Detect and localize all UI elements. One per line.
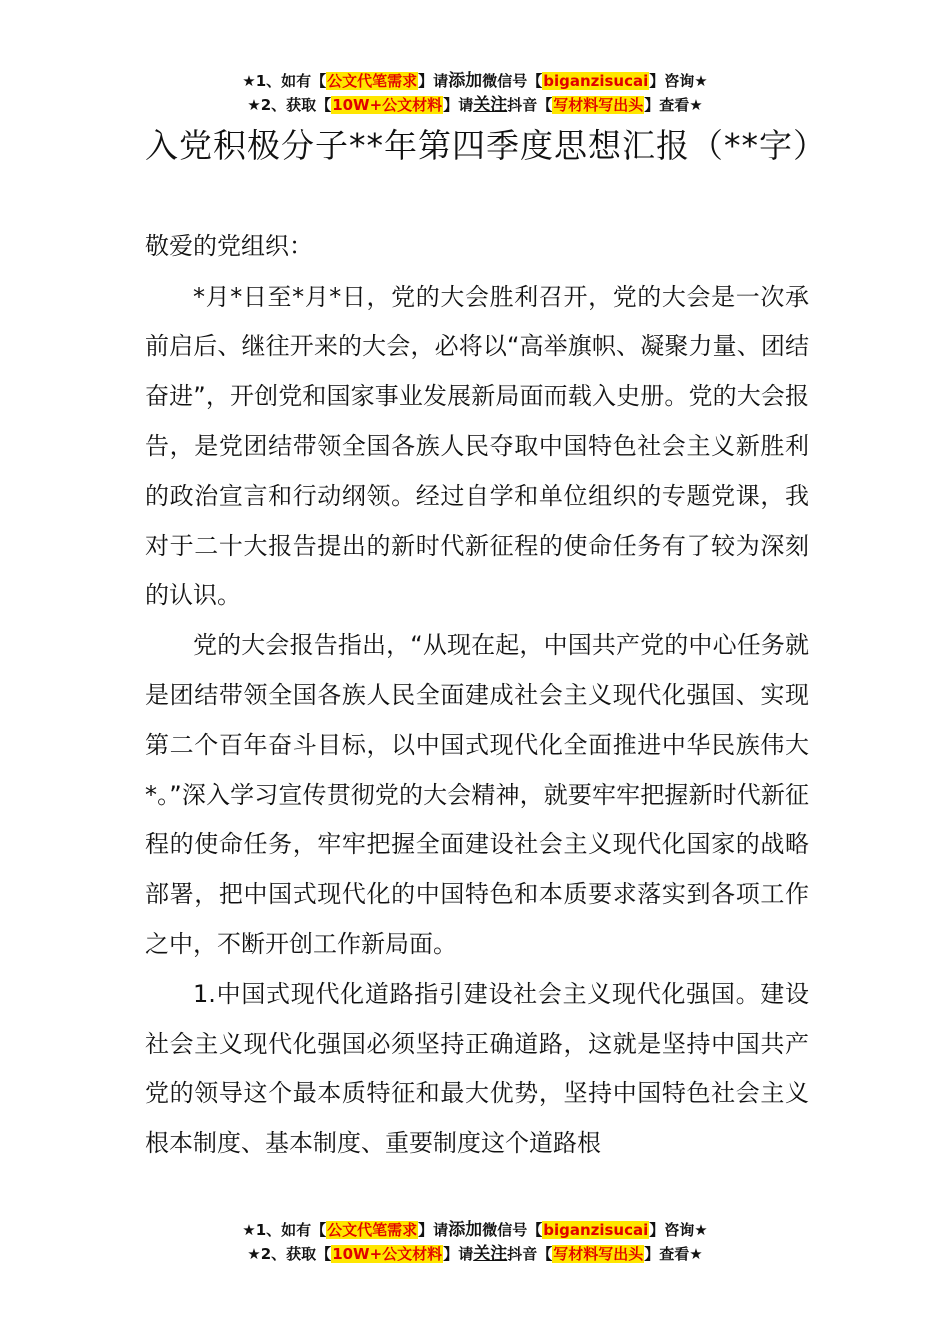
banner-text: 1、如有【 bbox=[255, 72, 327, 90]
highlight-materials: 10W+公文材料 bbox=[332, 96, 443, 114]
banner-emphasis: 添加 bbox=[448, 1220, 483, 1240]
banner-text: 】咨询 bbox=[649, 72, 695, 90]
banner-text: 微信号【 bbox=[482, 1221, 543, 1239]
paragraph: 党的大会报告指出，“从现在起，中国共产党的中心任务就是团结带领全国各族人民全面建成社会主义现代化强国、实现第二个百年奋斗目标，以中国式现代化全面推进中华民族伟大*。”深入学习宣传贯彻党的大会精神，就要牢牢把握新时代新征程的使命任务，牢牢把握全面建设社会主义现代化国家的战略部署，把中国式现代化的中国特色和本质要求落实到各项工作之中，不断开创工作新局面。 bbox=[145, 631, 809, 958]
banner-text: 】请 bbox=[443, 96, 474, 114]
banner-text: 】请 bbox=[418, 72, 449, 90]
document-body bbox=[145, 222, 809, 1169]
banner-emphasis: 关注 bbox=[473, 95, 508, 115]
banner-emphasis: 添加 bbox=[448, 71, 483, 91]
banner-text: 微信号【 bbox=[482, 72, 543, 90]
banner-text: 】查看 bbox=[644, 1245, 690, 1263]
star-icon: ★ bbox=[694, 72, 708, 90]
douyin-account: 写材料写出头 bbox=[553, 96, 644, 114]
banner-text: 】请 bbox=[443, 1245, 474, 1263]
star-icon: ★ bbox=[689, 96, 703, 114]
paragraph: 1.中国式现代化道路指引建设社会主义现代化强国。建设社会主义现代化强国必须坚持正确道路，这就是坚持中国共产党的领导这个最本质特征和最大优势，坚持中国特色社会主义根本制度、基本制度、重要制度这个道路根 bbox=[145, 979, 809, 1158]
salutation: 敬爱的党组织： bbox=[145, 232, 313, 260]
banner-text: 】查看 bbox=[644, 96, 690, 114]
highlight-materials: 10W+公文材料 bbox=[332, 1245, 443, 1263]
star-icon: ★ bbox=[689, 1245, 703, 1263]
banner-text: 抖音【 bbox=[507, 1245, 553, 1263]
douyin-account: 写材料写出头 bbox=[553, 1245, 644, 1263]
highlight-service: 公文代笔需求 bbox=[327, 72, 418, 90]
star-icon: ★ bbox=[247, 1245, 261, 1263]
star-icon: ★ bbox=[242, 72, 256, 90]
banner-text: 】请 bbox=[418, 1221, 449, 1239]
bottom-banner-line-1 bbox=[0, 1219, 950, 1241]
banner-emphasis: 关注 bbox=[473, 1244, 508, 1264]
banner-text: 抖音【 bbox=[507, 96, 553, 114]
top-banner-line-1 bbox=[0, 70, 950, 92]
banner-text: 】咨询 bbox=[649, 1221, 695, 1239]
star-icon: ★ bbox=[694, 1221, 708, 1239]
wechat-id: biganzisucai bbox=[543, 1221, 649, 1239]
star-icon: ★ bbox=[247, 96, 261, 114]
banner-text: 1、如有【 bbox=[255, 1221, 327, 1239]
banner-text: 2、获取【 bbox=[260, 96, 332, 114]
paragraph: *月*日至*月*日，党的大会胜利召开，党的大会是一次承前启后、继往开来的大会，必将以“高举旗帜、凝聚力量、团结奋进”，开创党和国家事业发展新局面而载入史册。党的大会报告，是党团结带领全国各族人民夺取中国特色社会主义新胜利的政治宣言和行动纲领。经过自学和单位组织的专题党课，我对于二十大报告提出的新时代新征程的使命任务有了较为深刻的认识。 bbox=[145, 282, 809, 610]
top-banner-line-2 bbox=[0, 94, 950, 116]
highlight-service: 公文代笔需求 bbox=[327, 1221, 418, 1239]
banner-text: 2、获取【 bbox=[260, 1245, 332, 1263]
wechat-id: biganzisucai bbox=[543, 72, 649, 90]
star-icon: ★ bbox=[242, 1221, 256, 1239]
bottom-banner-line-2 bbox=[0, 1243, 950, 1265]
document-title: 入党积极分子**年第四季度思想汇报（**字） bbox=[145, 126, 827, 165]
